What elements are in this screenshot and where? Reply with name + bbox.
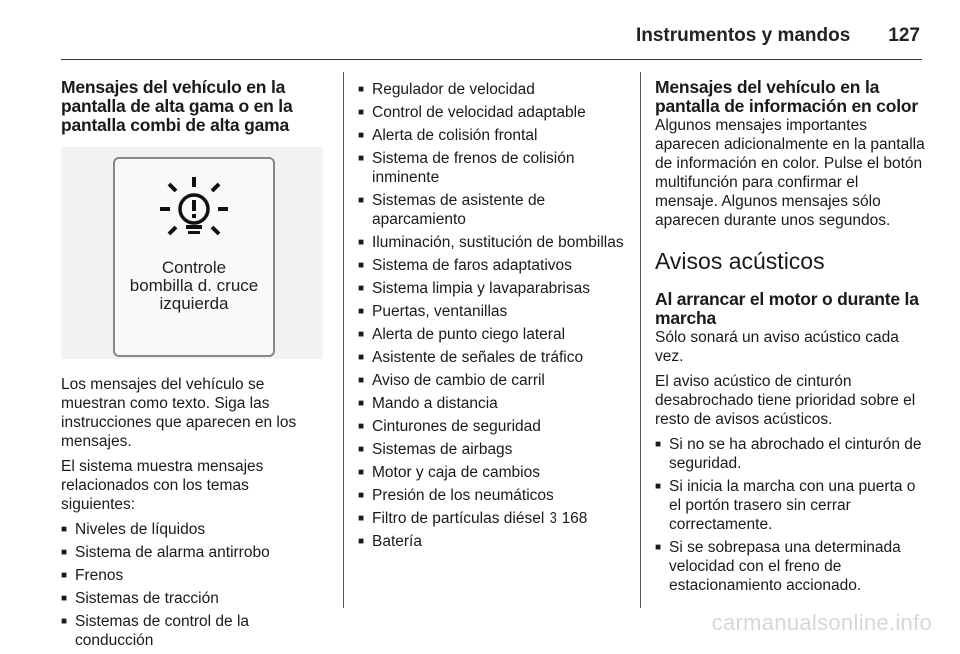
watermark: carmanualsonline.info [711, 610, 932, 635]
list-item: ■ Si no se ha abrochado el cinturón de seguridad. [655, 435, 925, 473]
column-middle [358, 80, 626, 555]
list-item: ■ Sistemas de asistente de aparcamiento [358, 191, 626, 229]
list-item: ■ Batería [358, 532, 626, 551]
list-item: ■ Sistema de alarma antirrobo [61, 543, 327, 562]
list-item: ■ Presión de los neumáticos [358, 486, 626, 505]
list-item: ■ Iluminación, sustitución de bombillas [358, 233, 626, 252]
list-item: ■ Alerta de colisión frontal [358, 126, 626, 145]
list-item-filter [358, 509, 626, 528]
list-item: ■ Puertas, ventanillas [358, 302, 626, 321]
display-panel [113, 157, 275, 357]
column-left [61, 78, 327, 654]
bulb-warning-icon [155, 173, 233, 251]
list-item: ■ Sistema de frenos de colisión inminente [358, 149, 626, 187]
list-item: ■ Control de velocidad adaptable [358, 103, 626, 122]
page-ref-arrow: 3 [549, 510, 557, 527]
column-divider [343, 72, 344, 608]
chapter-heading: Avisos acústicos [655, 248, 825, 274]
list-item: ■ Sistema de faros adaptativos [358, 256, 626, 275]
column-divider [640, 72, 641, 608]
display-line: Controle [161, 258, 227, 277]
list-item: ■ Si inicia la marcha con una puerta o el portón trasero sin cerrar correctamente. [655, 477, 925, 534]
section-heading: Mensajes del vehículo en la pantalla de alta gama o en la pantalla combi de alta gama [61, 77, 293, 135]
page-header [636, 16, 920, 56]
section-heading: Mensajes del vehículo en la pantalla de información en color [655, 77, 918, 116]
list-item: ■ Cinturones de seguridad [358, 417, 626, 436]
paragraph: El sistema muestra mensajes relacionados con los temas siguientes: [61, 458, 264, 513]
list-item: ■ Frenos [61, 566, 327, 585]
list-item: ■ Sistemas de airbags [358, 440, 626, 459]
list-item: ■ Sistema limpia y lavaparabrisas [358, 279, 626, 298]
topic-list [358, 80, 626, 551]
paragraph: Los mensajes del vehículo se muestran como texto. Siga las instrucciones que aparecen en los mensajes. [61, 376, 297, 450]
list-item: ■ Aviso de cambio de carril [358, 371, 626, 390]
list-item: ■ Sistemas de control de la conducción [61, 612, 327, 650]
list-item: ■ Regulador de velocidad [358, 80, 626, 99]
figure-warning-display [61, 147, 323, 359]
list-item: ■ Motor y caja de cambios [358, 463, 626, 482]
list-item: ■ Alerta de punto ciego lateral [358, 325, 626, 344]
column-right [655, 78, 925, 599]
display-line: izquierda [159, 294, 229, 313]
topic-list [61, 520, 327, 650]
list-item: ■ Niveles de líquidos [61, 520, 327, 539]
paragraph: Sólo sonará un aviso acústico cada vez. [655, 329, 899, 365]
list-item: ■ Asistente de señales de tráfico [358, 348, 626, 367]
page-number: 127 [888, 25, 920, 46]
list-item: ■ Si se sobrepasa una determinada velocidad con el freno de estacionamiento accionado. [655, 538, 925, 595]
list-item-label: Filtro de partículas diésel [372, 510, 545, 527]
page-ref-link[interactable]: 168 [561, 510, 588, 527]
header-rule [61, 59, 922, 60]
list-item: ■ Mando a distancia [358, 394, 626, 413]
paragraph: El aviso acústico de cinturón desabrochado tiene prioridad sobre el resto de avisos acústicos. [655, 373, 916, 428]
paragraph: Algunos mensajes importantes aparecen adicionalmente en la pantalla de información en color. Pulse el botón multifunción para confirmar el mensaje. Algunos mensajes sólo aparecen durante unos segundos. [655, 117, 925, 229]
header-title: Instrumentos y mandos [635, 25, 851, 46]
display-line: bombilla d. cruce [129, 276, 259, 295]
condition-list [655, 435, 925, 595]
display-message [115, 259, 273, 313]
list-item: ■ Sistemas de tracción [61, 589, 327, 608]
subsection-heading: Al arrancar el motor o durante la marcha [655, 289, 919, 328]
